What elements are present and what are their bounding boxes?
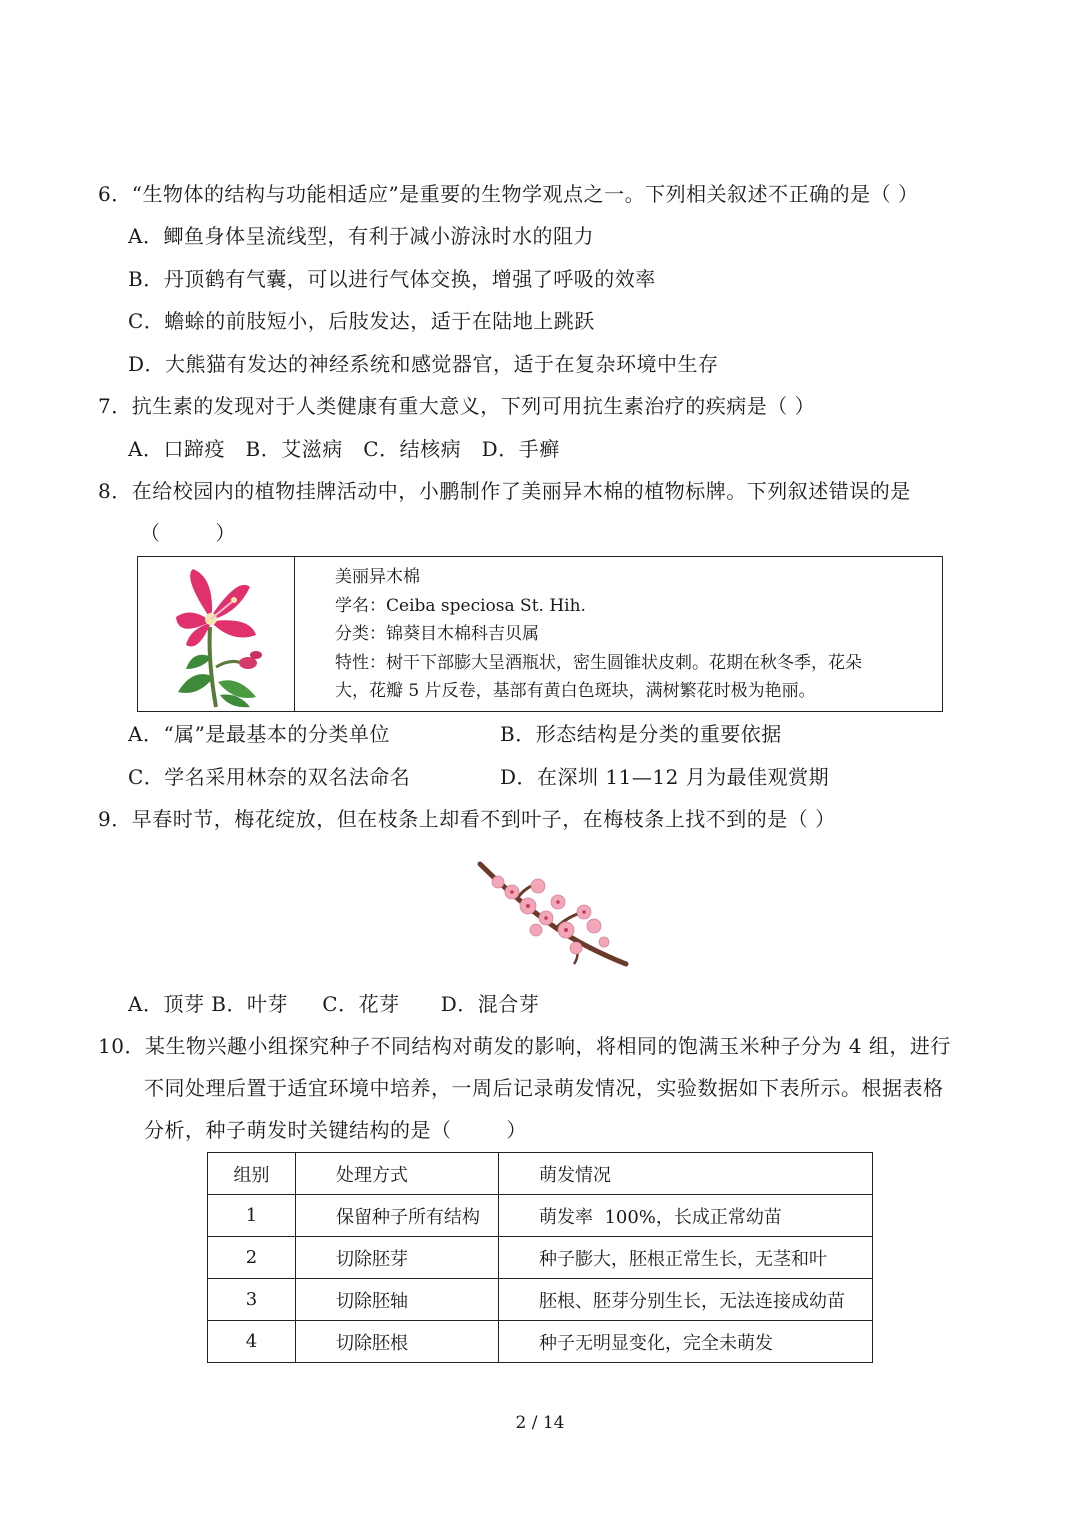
q9-options: A．顶芽 B．叶芽 C．花芽 D．混合芽 (128, 992, 540, 1016)
header-result: 萌发情况 (499, 1153, 873, 1195)
q6-option-a: A．鲫鱼身体呈流线型，有利于减小游泳时水的阻力 (128, 224, 594, 248)
q7-stem: 7．抗生素的发现对于人类健康有重大意义，下列可用抗生素治疗的疾病是（ ） (98, 394, 816, 418)
table-row (208, 1279, 873, 1321)
q6-stem: 6．“生物体的结构与功能相适应”是重要的生物学观点之一。下列相关叙述不正确的是（ ） (98, 182, 919, 206)
plum-branch-image (476, 860, 630, 968)
cell-treatment: 切除胚根 (296, 1321, 499, 1363)
cell-treatment: 切除胚芽 (296, 1237, 499, 1279)
cell-group: 1 (208, 1195, 296, 1237)
q6-option-d: D．大熊猫有发达的神经系统和感觉器官，适于在复杂环境中生存 (128, 352, 719, 376)
plant-classification: 分类：锦葵目木棉科吉贝属 (335, 624, 539, 644)
plant-traits-line-2: 大，花瓣 5 片反卷，基部有黄白色斑块，满树繁花时极为艳丽。 (335, 681, 816, 701)
q8-option-d: D．在深圳 11—12 月为最佳观赏期 (500, 765, 830, 789)
cell-result: 胚根、胚芽分别生长，无法连接成幼苗 (499, 1279, 873, 1321)
table-row (208, 1321, 873, 1363)
plant-scientific-name: 学名：Ceiba speciosa St. Hih. (335, 596, 586, 616)
cell-treatment: 切除胚轴 (296, 1279, 499, 1321)
plant-traits-line-1: 特性：树干下部膨大呈酒瓶状，密生圆锥状皮刺。花期在秋冬季，花朵 (335, 653, 862, 673)
q10-stem-line-1: 10．某生物兴趣小组探究种子不同结构对萌发的影响，将相同的饱满玉米种子分为 4 组，进行 (98, 1034, 951, 1058)
plant-photo-cell (138, 557, 295, 711)
page-number: 2 / 14 (515, 1413, 565, 1433)
cell-result: 萌发率 100%，长成正常幼苗 (499, 1195, 873, 1237)
plant-name: 美丽异木棉 (335, 567, 420, 587)
q8-option-a: A．“属”是最基本的分类单位 (128, 722, 390, 746)
header-treatment: 处理方式 (296, 1153, 499, 1195)
q8-option-b: B．形态结构是分类的重要依据 (500, 722, 782, 746)
germination-table (207, 1152, 873, 1363)
q8-option-c: C．学名采用林奈的双名法命名 (128, 765, 411, 789)
table-header-row (208, 1153, 873, 1195)
cell-group: 3 (208, 1279, 296, 1321)
q8-answer-paren: （ ） (140, 521, 236, 545)
q7-options: A．口蹄疫 B．艾滋病 C．结核病 D．手癣 (128, 437, 560, 461)
header-group: 组别 (208, 1153, 296, 1195)
q6-option-c: C．蟾蜍的前肢短小，后肢发达，适于在陆地上跳跃 (128, 309, 595, 333)
q9-stem: 9．早春时节，梅花绽放，但在枝条上却看不到叶子，在梅枝条上找不到的是（ ） (98, 807, 836, 831)
silk-floss-flower-image (138, 557, 292, 710)
q10-stem-line-3: 分析，种子萌发时关键结构的是（ ） (144, 1118, 527, 1142)
q6-option-b: B．丹顶鹤有气囊，可以进行气体交换，增强了呼吸的效率 (128, 267, 656, 291)
cell-group: 4 (208, 1321, 296, 1363)
q10-stem-line-2: 不同处理后置于适宜环境中培养，一周后记录萌发情况，实验数据如下表所示。根据表格 (144, 1076, 944, 1100)
cell-treatment: 保留种子所有结构 (296, 1195, 499, 1237)
plant-label-card (137, 556, 943, 712)
table-row (208, 1195, 873, 1237)
table-row (208, 1237, 873, 1279)
cell-result: 种子无明显变化，完全未萌发 (499, 1321, 873, 1363)
cell-group: 2 (208, 1237, 296, 1279)
cell-result: 种子膨大，胚根正常生长，无茎和叶 (499, 1237, 873, 1279)
q8-stem: 8．在给校园内的植物挂牌活动中，小鹏制作了美丽异木棉的植物标牌。下列叙述错误的是 (98, 479, 911, 503)
